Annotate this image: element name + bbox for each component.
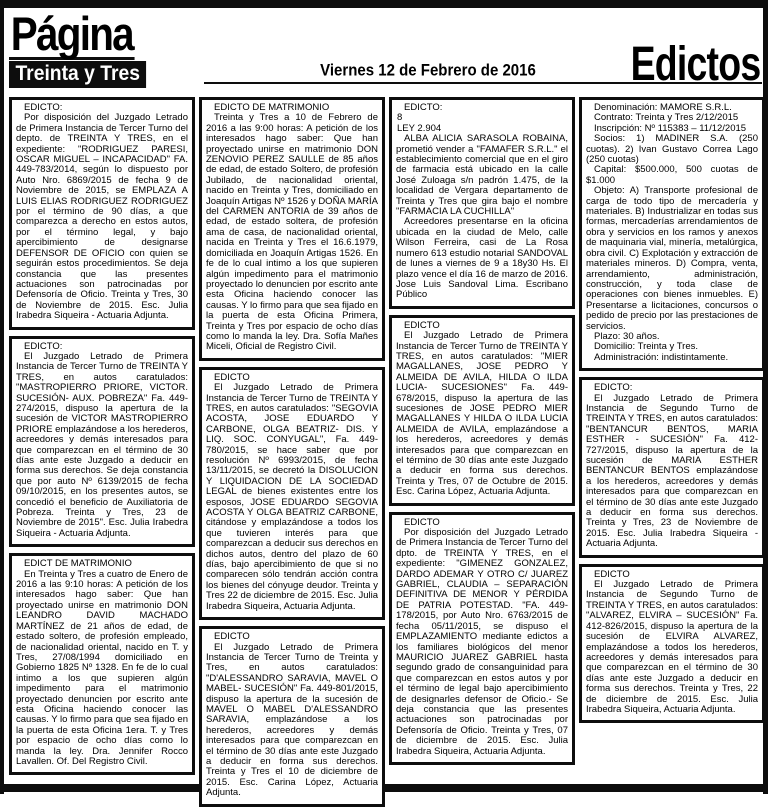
edict-box-alvarez-elvira-sucesion bbox=[579, 564, 765, 724]
edict-box-bentancur-bentos-sucesion bbox=[579, 377, 765, 558]
edict-heading: EDICTO bbox=[404, 319, 440, 331]
edict-law-reference: LEY 2.904 bbox=[397, 122, 442, 134]
masthead-title: Página bbox=[10, 7, 133, 60]
edict-box-matrimonio-perez-antoria bbox=[199, 97, 385, 361]
edict-heading: EDICT DE MATRIMONIO bbox=[24, 558, 132, 570]
page-header bbox=[8, 8, 762, 96]
edict-paragraph: Inscripción: Nº 115383 – 11/12/2015 bbox=[594, 122, 747, 134]
edict-paragraph: El Juzgado Letrado de Primera Instancia de Tercer Turno de TREINTA Y TRES, en autos caratulados: "SEGOVIA ACOSTA, JOSE EDUARDO Y CARBONE, OLGA BEATRIZ- DIS. Y LIQ. SOC. CONYUGAL", Fa. 449-780/2015, se hace saber que por resolución Nº 6993/2015, de fecha 13/11/2015, se decretó la DISOLUCION Y LIQUIDACION DE LA SOCIEDAD LEGAL de bienes existentes entre los esposos, JOSE EDUARDO SEGOVIA ACOSTA Y OLGA BEATRIZ CARBONE, citándose y emplazándose a todos los que tuvieren interés para que comparezcan a deducir sus derechos en dichos autos, dentro del plazo de 60 días, bajo apercibimiento de que si no comparecen sólo tendrán acción contra los bienes del cónyuge deudor. Treinta y Tres 22 de diciembre de 2015. Esc. Julia Irabedra Siqueira, Actuaria Adjunta. bbox=[206, 382, 378, 612]
edict-heading: EDICTO: bbox=[594, 382, 633, 394]
edict-paragraph: Por disposición del Juzgado Letrado de Primera Instancia de Tercer Turno del depto. de TREINTA Y TRES, en el expediente: "RODRIGUEZ PARESI, OSCAR MIGUEL – INCAPACIDAD" FA. 449-783/2014, según lo dispuesto por Auto Nro. 6869/2015 de fecha 9 de Noviembre de 2015, se EMPLAZA A LUIS ELIAS RODRIGUEZ RODRIGUEZ por el término de 90 días, a que comparezca a derecho en estos autos, por el término legal, y bajo apercibimiento de designarse DEFENSOR DE OFICIO con quien se seguirán estos procedimientos. Se deja constancia que las presentes actuaciones son patrocinadas por Defensoría de Oficio. Treinta y Tres, 30 de Noviembre de 2015. Esc. Julia Irabedra Siqueira - Actuaria Adjunta. bbox=[16, 112, 188, 322]
issue-date: Viernes 12 de Febrero de 2016 bbox=[320, 60, 536, 80]
edict-paragraph: Plazo: 30 años. bbox=[594, 330, 660, 342]
edict-paragraph: Domicilio: Treinta y Tres. bbox=[594, 341, 698, 353]
edict-box-venta-farmacia-la-cuchilla bbox=[389, 97, 575, 309]
edict-heading: EDICTO bbox=[404, 516, 440, 528]
edict-paragraph: Administración: indistintamente. bbox=[594, 351, 729, 363]
edict-paragraph: Contrato: Treinta y Tres 2/12/2015 bbox=[594, 112, 739, 124]
edict-paragraph: El Juzgado Letrado de Primera Instancia de Tercer Turno de TREINTA Y TRES, en autos caratulados: "MIER MAGALLANES, JOSE PEDRO Y ALMEIDA DE AVILA, HILDA O ILDA LUCIA- SUCESIONES" Fa. 449-678/2015, dispuso la apertura de las sucesiones de JOSE PEDRO MIER MAGALLANES Y HILDA O ILDA LUCIA ALMEIDA de AVILA, emplazándose a los herederos, acreedores y demás interesados para que comparezcan en el término de 30 días ante este Juzgado a deducir en forma sus derechos. Treinta y Tres, 07 de Octubre de 2015. Esc. Carina López, Actuaria Adjunta. bbox=[396, 330, 568, 498]
edict-heading: EDICTO: bbox=[24, 102, 63, 113]
column-1 bbox=[9, 97, 195, 807]
edict-paragraph: En Treinta y Tres a cuatro de Enero de 2016 a las 9:10 horas: A petición de los interesados hago saber: Que han proyectado unirse en matrimonio DON LEANDRO DAVID MACHADO MARTÍNEZ de 21 años de edad, de estado soltero, de profesión empleado, de nacionalidad oriental, nacido en T. y Tres, 27/08/1994 domiciliado en Gobierno 1825 Nº 1328. En fe de lo cual intimo a los que supieren algún impedimento para el matrimonio proyectado denuncien por escrito ante esta Oficina haciendo conocer las causas. Y lo firmo para que sea fijado en la puerta de esta Oficina 1era. T. y Tres por espacio de ocho días como lo manda la ley. Dra. Jennifer Rocco Lavallen. Of. Del Registro Civil. bbox=[16, 568, 188, 767]
column-3 bbox=[389, 97, 575, 807]
edict-paragraph: El Juzgado Letrado de Primera Instancia de Segundo Turno de TREINTA Y TRES, en autos caratulados: "ALVAREZ, ELVIRA – SUCESIÓN" Fa. 412-826/2015, dispuso la apertura de la sucesión de ELVIRA ALVAREZ, emplazándose a todos los herederos, acreedores y demás interesados para que comparezcan en el término de 30 días ante este Juzgado a deducir en forma sus derechos. Treinta y Tres, 22 de diciembre de 2015. Esc. Julia Irabedra Siqueira, Actuaria Adjunta. bbox=[586, 579, 758, 715]
edict-paragraph: Treinta y Tres a 10 de Febrero de 2016 a las 9:00 horas: A petición de los interesados hago saber: Que han proyectado unirse en matrimonio DON ZENOVIO PEREZ SAULLE de 85 años de edad, de estado Soltero, de profesión Jubilado, de nacionalidad oriental, nacido en Treinta y Tres, domiciliado en Joaquín Artigas Nº 1526 y DOÑA MARÍA del CARMEN ANTORIA de 39 años de edad, de estado soltera, de profesión ama de casa, de nacionalidad oriental, nacida en Treinta y Tres el 16.6.1979, domiciliada en Joaquín Artigas 1526. En fe de lo cual intimo a los que supieren algún impedimento para el matrimonio proyectado lo denuncien por escrito ante esta Oficina haciendo conocer las causas. Y lo firmo para que sea fijado en la puerta de esta Oficina Primera, Treinta y Tres por espacio de ocho días como lo manda la ley. Dra. Sofía Mañes Miceli, Oficial de Registro Civil. bbox=[206, 112, 378, 353]
edicts-grid bbox=[9, 97, 765, 807]
edict-paragraph: El Juzgado Letrado de Primera Instancia de Segundo Turno de TREINTA Y TRES, en autos caratulados: "BENTANCUR BENTOS, MARIA ESTHER - SUCESIÓN" Fa. 412-727/2015, dispuso la apertura de la sucesión de MARIA ESTHER BENTANCUR BENTOS emplazándose a los herederos, acreedores y demás interesados para que comparezcan en el término de 30 días ante este Juzgado a deducir en forma sus derechos. Treinta y Tres, 23 de Noviembre de 2015. Esc. Julia Irabedra Siqueira - Actuaria Adjunta. bbox=[586, 392, 758, 550]
edict-paragraph: El Juzgado Letrado de Primera Instancia de Tercer Turno de TREINTA Y TRES, en autos caratulados: "MASTROPIERRO PRIORE, VICTOR. SUCESIÓN- AUX. POBREZA" Fa. 449-274/2015, dispuso la apertura de la sucesión de VICTOR MASTROPIERRO PRIORE emplazándose a los herederos, acreedores y demás interesados para que comparezcan en el término de 30 días ante este Juzgado a deducir en forma sus derechos. Se deja constancia que por auto Nº 6139/2015 de fecha 09/10/2015, en los presentes autos, se concedió el beneficio de Auxiliatoria de Pobreza. Treinta y Tres, 23 de Noviembre de 2015". Esc. Julia Irabedra Siqueira - Actuaria Adjunta. bbox=[16, 350, 188, 539]
edict-box-constitucion-mamore-srl bbox=[579, 97, 765, 371]
edict-box-mastropierro-priore-sucesion bbox=[9, 336, 195, 548]
edict-paragraph: El Juzgado Letrado de Primera Instancia de Tercer Turno de Treinta y Tres, en autos caratulados: "D'ALESSANDRO SARAVIA, MAVEL O MABEL- SUCESIÓN" Fa. 449-801/2015, dispuso la apertura de la sucesión de MAVEL O MABEL D'ALESSANDRO SARAVIA, emplazándose a los herederos, acreedores y demás interesados para que comparezcan en el término de 30 días ante este Juzgado a deducir en forma sus derechos. Treinta y Tres el 10 de diciembre de 2015. Esc. Carina López, Actuaria Adjunta. bbox=[206, 641, 378, 799]
edict-paragraph: Capital: $500.000, 500 cuotas de $1.000 bbox=[586, 164, 758, 186]
edict-heading: EDICTO: bbox=[24, 340, 63, 352]
edict-box-dalessandro-saravia-sucesion bbox=[199, 626, 385, 807]
edict-heading: EDICTO bbox=[214, 631, 250, 643]
edict-box-matrimonio-machado-martinez bbox=[9, 553, 195, 775]
edict-paragraph: Socios: 1) MADINER S.A. (250 cuotas). 2) Ivan Gustavo Correa Lago (250 cuotas) bbox=[586, 133, 758, 166]
edict-box-gimenez-juarez-emplazamiento bbox=[389, 512, 575, 765]
edict-box-mier-magallanes-almeida-sucesiones bbox=[389, 315, 575, 506]
left-border-bar bbox=[0, 0, 4, 794]
edict-heading: EDICTO bbox=[214, 371, 250, 383]
edict-box-rodriguez-paresi-incapacidad bbox=[9, 97, 195, 330]
header-rule bbox=[204, 8, 762, 92]
edict-box-segovia-carbone-disolucion bbox=[199, 367, 385, 620]
edict-heading: EDICTO DE MATRIMONIO bbox=[214, 102, 330, 113]
edict-paragraph: Denominación: MAMORE S.R.L. bbox=[594, 102, 732, 113]
masthead-subtitle: Treinta y Tres bbox=[9, 61, 146, 88]
edict-heading: EDICTO: bbox=[404, 102, 443, 113]
edict-paragraph: Objeto: A) Transporte profesional de carga de todo tipo de mercadería y materiales. B) Industrializar en todas sus formas, mercaderías arrendamientos de obra y servicios en los ramos y anexos de maquinaria vial, minería, metalúrgica, obra civil. C) Explotación y extracción de materiales mineros. D) Compra, venta, arrendamiento, administración, construcción, y toda clase de operaciones con bienes inmuebles. E) Presentarse a licitaciones, concursos o pedido de precio por las prestaciones de servicios. bbox=[586, 185, 758, 332]
edict-paragraph: Acreedores presentarse en la oficina ubicada en la ciudad de Melo, calle Wilson Ferreira, casi de La Rosa numero 613 estudio notarial SANDOVAL de lunes a viernes de 9 a 18y30 Hs. El plazo vence el día 16 de marzo de 2016. Jose Luis Sandoval Lima. Escribano Público bbox=[396, 216, 568, 301]
column-4 bbox=[579, 97, 765, 807]
masthead-logo bbox=[9, 7, 197, 88]
edict-paragraph: Por disposición del Juzgado Letrado de Primera Instancia de Tercer Turno del dpto. de TREINTA Y TRES, en el expediente: "GIMENEZ GONZALEZ, DARDO ADEMAR Y OTRO C/ JUAREZ GABRIEL, CLAUDIA – SEPARACIÓN DEFINITIVA DE MENOR Y PÉRDIDA DE PATRIA POTESTAD. "FA. 449-178/2015, por Auto Nro. 6763/2015 de fecha 05/11/2015, se dispuso el EMPLAZAMIENTO mediante edictos a los familiares biológicos del menor MAURICIO JUAREZ GABRIEL hasta segundo grado de consanguinidad para que comparezcan en estos autos y por el término de legal bajo apercibimiento de designarles defensor de Oficio.- Se deja constancia que las presentes actuaciones son patrocinadas por Defensoría de Oficio. Treinta y Tres, 07 de diciembre de 2015. Esc. Julia Irabedra Siqueira, Actuaria Adjunta. bbox=[396, 527, 568, 757]
section-title: Edictos bbox=[630, 38, 760, 92]
edict-paragraph: ALBA ALICIA SARASOLA ROBAINA, prometió vender a "FAMAFER S.R.L." el establecimiento comercial que en el giro de farmacia está ubicado en la calle José Zuloaga s/n padrón 1.475, de la localidad de Vergara departamento de Treinta y Tres que gira bajo el nombre "FARMACIA LA CUCHILLA" bbox=[396, 133, 568, 218]
edict-heading: EDICTO bbox=[594, 568, 630, 580]
edict-heading-number: 8 bbox=[397, 112, 403, 124]
column-2 bbox=[199, 97, 385, 807]
